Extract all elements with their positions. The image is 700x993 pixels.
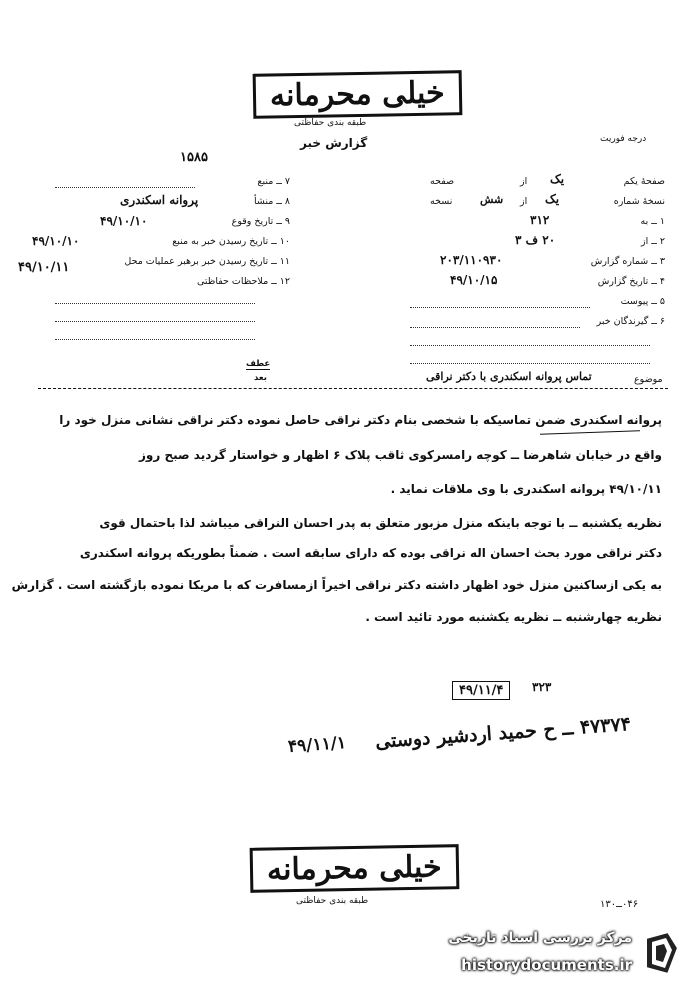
right-field-value: ۴۹/۱۰/۱۵ [450, 273, 498, 287]
report-number: ۱۵۸۵ [180, 150, 208, 165]
right-field-recipients [410, 312, 665, 332]
subject-text: تماس پروانه اسکندری با دکتر نراقی [426, 370, 592, 383]
body-line-5: دکتر نراقی مورد بحث احسان اله نراقی بوده که دارای سابقه است . ضمناً بطوریکه پروانه اسکندری [79, 546, 662, 560]
name-underline [540, 430, 640, 434]
handwritten-date: ۴۹/۱۱/۱ [287, 732, 347, 758]
body-line-4: نظریه یکشنبه ــ با توجه باینکه منزل مزبور متعلق به پدر احسان النراقی میباشد لذا باحتمال قوی [99, 516, 662, 530]
field-dotline [410, 306, 590, 308]
handwritten-reference: ۴۷۳۷۴ ــ ح حمید اردشیر دوستی [374, 713, 632, 753]
right-field-value: ۳۱۲ [530, 213, 550, 227]
right-field-label: ۶ ــ گیرندگان خبر [596, 316, 665, 327]
field-dotline [55, 302, 255, 304]
right-field-value: یک [550, 172, 565, 186]
right-field-label: ۳ ــ شماره گزارش [590, 256, 665, 267]
body-line-2: واقع در خیابان شاهرضا ــ کوچه رامسرکوی ثاقب پلاک ۶ اظهار و خواستار گردید صبح روز [139, 448, 662, 462]
subject-divider [38, 388, 668, 389]
body-line-1: پروانه اسکندری ضمن تماسیکه با شخصی بنام دکتر نراقی حاصل نموده دکتر نراقی نشانی منزل خود را [59, 413, 662, 427]
left-field-value: ۴۹/۱۰/۱۰ [100, 214, 148, 228]
left-field-source [40, 172, 290, 192]
left-field-label: ۹ ــ تاریخ وقوع [231, 216, 290, 227]
left-field-label: ۸ ــ منشأ [253, 196, 290, 207]
top-classification-stamp: خیلی محرمانه [253, 70, 462, 119]
right-field-label: نسخهٔ شماره [613, 196, 665, 207]
bottom-classification-stamp: خیلی محرمانه [250, 844, 459, 893]
right-field-label: ۲ ــ از [641, 236, 665, 247]
priority-label: درجه فوریت [600, 134, 647, 144]
form-code: ۰۴۶ــ۱۳۰ [600, 899, 639, 910]
left-field-label: ۷ ــ منبع [257, 176, 290, 187]
left-fields-block [18, 172, 290, 340]
right-field-suffix: صفحه [430, 176, 455, 187]
right-field-from [410, 232, 665, 252]
field-dotline [410, 362, 650, 364]
report-title: گزارش خبر [300, 136, 368, 150]
boxed-date-annotation: ۴۹/۱۱/۴ [452, 681, 510, 700]
watermark-url: historydocuments.ir [461, 956, 632, 974]
left-field-value: پروانه اسکندری [120, 193, 199, 207]
right-field-value: ۲۰ ف ۳ [515, 233, 556, 247]
watermark-title: مرکز بررسی اسناد تاریخی [448, 930, 632, 946]
boxed-code-annotation: ۳۲۳ [532, 680, 552, 694]
left-field-label: ۱۲ ــ ملاحظات حفاظتی [196, 276, 290, 287]
subject-label: موضوع [634, 374, 663, 385]
subject-side-top: عطف [246, 359, 271, 369]
top-classification-label: طبقه بندی حفاظتی [294, 118, 367, 128]
left-field-received-date [32, 232, 290, 252]
right-field-label: ۵ ــ پیوست [620, 296, 665, 307]
body-line-3: ۴۹/۱۰/۱۱ پروانه اسکندری با وی ملاقات نماید . [390, 482, 662, 496]
right-field-mid: از [520, 176, 528, 187]
right-field-mid: از [520, 196, 528, 207]
right-field-suffix: نسخه [430, 196, 453, 207]
right-field-label: ۴ ــ تاریخ گزارش [597, 276, 665, 287]
left-field-event-date [40, 212, 290, 232]
bottom-classification-label: طبقه بندی حفاظتی [296, 896, 369, 906]
right-field-value: ۲۰۳/۱۱۰۹۳۰ [440, 253, 503, 267]
right-fields-block [410, 172, 665, 364]
field-dotline [410, 326, 580, 328]
left-field-label: ۱۱ ــ تاریخ رسیدن خبر برهبر عملیات محل [124, 256, 290, 267]
left-field-label: ۱۰ ــ تاریخ رسیدن خبر به منبع [172, 236, 290, 247]
left-field-origin [40, 192, 290, 212]
right-field-to [410, 212, 665, 232]
right-field-label: صفحهٔ یکم [623, 176, 665, 187]
field-dotline [55, 320, 255, 322]
watermark-logo-icon [638, 928, 684, 978]
left-field-value: ۴۹/۱۰/۱۱ [18, 260, 70, 275]
right-field-page [410, 172, 665, 192]
right-field-value: یک [545, 192, 560, 206]
right-field-mid-value: شش [480, 193, 504, 206]
right-field-report-date [410, 272, 665, 292]
body-line-6: به یکی ازساکنین منزل خود اظهار داشته دکتر نراقی اخیراً ازمسافرت که با مریکا نموده بازگشته است . گزارش [11, 578, 662, 592]
right-field-label: ۱ ــ به [640, 216, 665, 227]
body-line-7: نظریه چهارشنبه ــ نظریه یکشنبه مورد تائید است . [365, 610, 662, 624]
right-field-attachment [410, 292, 665, 312]
left-field-ops-date [40, 252, 290, 272]
subject-side-bottom: بعد [254, 373, 267, 383]
field-dotline [55, 186, 195, 188]
field-dotline [410, 344, 650, 346]
left-field-value: ۴۹/۱۰/۱۰ [32, 234, 80, 248]
field-dotline [55, 338, 255, 340]
right-field-copy [410, 192, 665, 212]
right-field-report-number [410, 252, 665, 272]
watermark [400, 922, 690, 986]
